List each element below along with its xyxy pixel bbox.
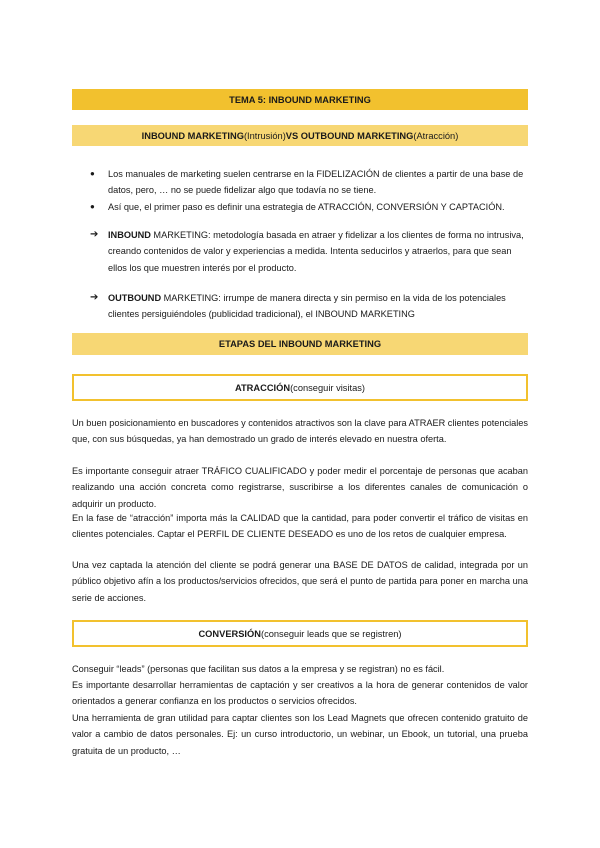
bullet-item: ● Los manuales de marketing suelen centrarse en la FIDELIZACIÓN de clientes a partir de una base de datos, pero, … no se puede fidelizar algo que todavía no se tiene. [90, 166, 526, 199]
arrow-right-icon: ➔ [90, 229, 99, 240]
inbound-text: MARKETING: metodología basada en atraer y fidelizar a los clientes de forma no intrusiva, creando contenidos de valor y experiencias a medida. Intenta seducirlos y atraerlos, para que sean ellos los que muestren interés por el producto. [108, 230, 524, 273]
attraction-paragraph: Un buen posicionamiento en buscadores y contenidos atractivos son la clave para ATRAER clientes potenciales que, con sus búsquedas, ya han demostrado un grado de interés elevado en nuestra oferta. [72, 418, 528, 445]
page-title: TEMA 5: INBOUND MARKETING [72, 89, 528, 110]
comparison-header [72, 125, 528, 146]
conversion-heading-rest: (conseguir leads que se registren) [260, 628, 402, 639]
comparison-header-bold2: VS OUTBOUND MARKETING [285, 130, 414, 141]
arrow-right-icon: ➔ [90, 292, 99, 303]
bullet-list [90, 166, 526, 215]
bullet-item: ● Así que, el primer paso es definir una estrategia de ATRACCIÓN, CONVERSIÓN Y CAPTACIÓN. [90, 199, 526, 215]
attraction-paragraph: Es importante conseguir atraer TRÁFICO CUALIFICADO y poder medir el porcentaje de personas que acaban realizando una acción concreta como registrarse, suscribirse a los diferentes canales de comunicación o adquirir un producto. [72, 466, 528, 509]
inbound-definition [90, 227, 526, 276]
outbound-text: MARKETING: irrumpe de manera directa y sin permiso en la vida de los potenciales clientes persiguiéndoles (publicidad tradicional), el INBOUND MARKETING [108, 293, 506, 320]
inbound-term: INBOUND [108, 230, 151, 240]
conversion-heading [72, 620, 528, 647]
conversion-paragraph: Una herramienta de gran utilidad para captar clientes son los Lead Magnets que ofrecen contenido gratuito de valor a cambio de datos personales. Ej: un curso introductorio, un webinar, un Ebook, un tutorial, una prueba gratuita de un producto, … [72, 713, 528, 756]
conversion-heading-bold: CONVERSIÓN [198, 628, 261, 639]
attraction-paragraph: En la fase de “atracción” importa más la CALIDAD que la cantidad, para poder convertir el tráfico de visitas en clientes potenciales. Captar el PERFIL DE CLIENTE DESEADO es uno de los retos de cualquier empresa. [72, 513, 528, 540]
comparison-header-part1: (Intrusión) [243, 130, 286, 141]
outbound-definition [90, 290, 526, 323]
comparison-header-part2: (Atracción) [413, 130, 459, 141]
attraction-paragraph: Una vez captada la atención del cliente se podrá generar una BASE DE DATOS de calidad, integrada por un público objetivo afín a los productos/servicios ofrecidos, que será el punto de partida para poner en marcha una serie de acciones. [72, 560, 528, 603]
attraction-heading-rest: (conseguir visitas) [290, 382, 365, 393]
stages-header: ETAPAS DEL INBOUND MARKETING [72, 333, 528, 355]
comparison-header-bold: INBOUND MARKETING [141, 130, 244, 141]
conversion-paragraph: Conseguir “leads” (personas que facilitan sus datos a la empresa y se registran) no es fácil. [72, 664, 445, 674]
attraction-heading-bold: ATRACCIÓN [234, 382, 291, 393]
attraction-heading [72, 374, 528, 401]
outbound-term: OUTBOUND [108, 293, 162, 303]
conversion-paragraph: Es importante desarrollar herramientas de captación y ser creativos a la hora de generar contenidos de valor orientados a generar confianza en los productos o servicios ofrecidos. [72, 680, 528, 707]
